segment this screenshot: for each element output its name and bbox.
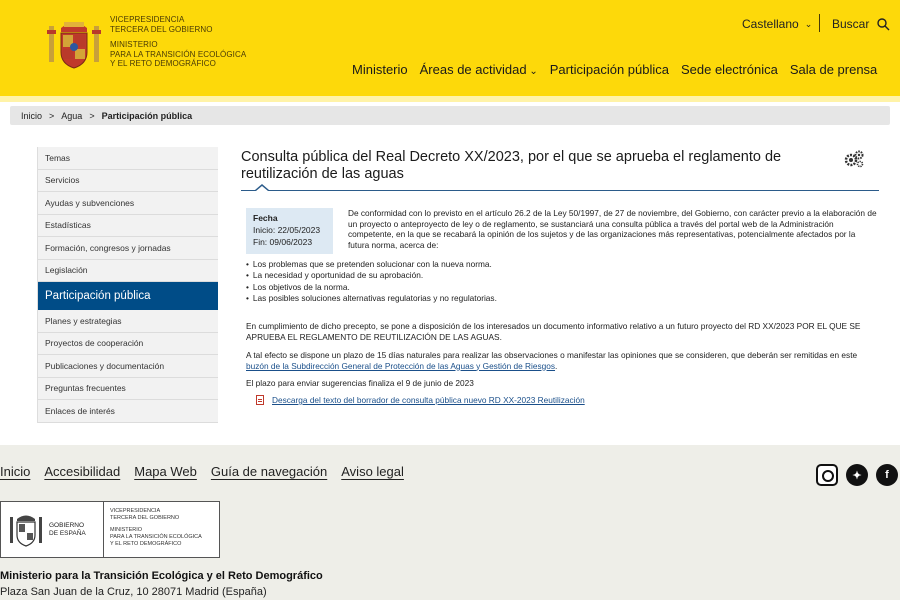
list-item: • Los objetivos de la norma. (246, 282, 497, 293)
gears-icon[interactable] (843, 150, 865, 168)
footer-ministry-name: Ministerio para la Transición Ecológica y el Reto Demográfico (0, 570, 323, 582)
breadcrumb-separator: > (49, 110, 55, 121)
page-title: Consulta pública del Real Decreto XX/2023, por el que se aprueba el reglamento de reutilización de las aguas (241, 149, 782, 182)
social-links (816, 464, 898, 486)
list-item: • La necesidad y oportunidad de su aprobación. (246, 270, 497, 281)
date-box (246, 208, 333, 254)
nav-item-ministerio[interactable]: Ministerio (352, 62, 408, 77)
sidebar-item-participacion[interactable]: Participación pública (38, 282, 218, 310)
facebook-icon[interactable]: f (876, 464, 898, 486)
sidebar-item-enlaces[interactable]: Enlaces de interés (38, 400, 218, 423)
footer-address: Plaza San Juan de la Cruz, 10 28071 Madrid (España) (0, 586, 267, 598)
sidebar-item-preguntas[interactable]: Preguntas frecuentes (38, 378, 218, 401)
nav-item-sede[interactable]: Sede electrónica (680, 62, 778, 77)
deadline-end-paragraph: El plazo para enviar sugerencias finaliza el 9 de junio de 2023 (246, 378, 474, 388)
deadline-text: A tal efecto se dispone un plazo de 15 días naturales para realizar las observaciones o manifestar las opiniones que se consideren, que deberán ser remitidas en este (246, 350, 858, 360)
header-divider (819, 14, 820, 32)
deadline-paragraph: A tal efecto se dispone un plazo de 15 días naturales para realizar las observaciones o manifestar las opiniones que se consideren, que deberán ser remitidas en este buzón de la Subdirección General de Protección de las Aguas y Gestión de Riesgos. (246, 350, 858, 371)
breadcrumb-home[interactable]: Inicio (21, 110, 43, 121)
list-item: • Los problemas que se pretenden solucionar con la nueva norma. (246, 259, 497, 270)
footer-logo[interactable] (0, 501, 220, 558)
search-icon (877, 18, 890, 31)
twitter-icon[interactable]: ✦ (846, 464, 868, 486)
chevron-down-icon: ⌄ (804, 18, 813, 29)
coat-of-arms-icon (9, 511, 43, 549)
footer-logo-right: VICEPRESIDENCIA TERCERA DEL GOBIERNO MINISTERIO PARA LA TRANSICIÓN ECOLÓGICA Y EL RETO DEMOGRÁFICO (110, 508, 202, 547)
nav-item-participacion[interactable]: Participación pública (549, 62, 669, 77)
coat-of-arms-icon[interactable] (47, 16, 101, 72)
language-selector[interactable] (742, 17, 812, 31)
download-row (256, 395, 585, 405)
sidebar-item-servicios[interactable]: Servicios (38, 170, 218, 193)
sidebar-item-planes[interactable]: Planes y estrategias (38, 310, 218, 333)
sidebar-item-estadisticas[interactable]: Estadísticas (38, 215, 218, 238)
footer-links (0, 464, 404, 479)
sidebar-item-publicaciones[interactable]: Publicaciones y documentación (38, 355, 218, 378)
footer-link-aviso-legal[interactable]: Aviso legal (341, 464, 404, 479)
ministry-line: MINISTERIO (110, 40, 158, 49)
ministry-line: TERCERA DEL GOBIERNO (110, 24, 213, 34)
breadcrumb (10, 106, 890, 125)
bullet-list (246, 259, 497, 304)
nav-item-prensa[interactable]: Sala de prensa (789, 62, 878, 77)
footer-link-guia[interactable]: Guía de navegación (210, 464, 328, 479)
title-divider (241, 190, 879, 191)
sidebar-item-ayudas[interactable]: Ayudas y subvenciones (38, 192, 218, 215)
gobierno-label: GOBIERNO DE ESPAÑA (49, 521, 86, 537)
compliance-paragraph: En cumplimiento de dicho precepto, se pone a disposición de los interesados un documento informativo relativo a un futuro proyecto del RD XX/2023 POR EL QUE SE APRUEBA EL REGLAMENTO DE REUTILIZACIÓN DE LAS AGUAS. (246, 321, 861, 342)
ministry-name-block[interactable] (110, 15, 246, 69)
sidebar-item-temas[interactable]: Temas (38, 147, 218, 170)
list-item: • Las posibles soluciones alternativas regulatorias y no regulatorias. (246, 293, 497, 304)
nav-item-areas[interactable]: Áreas de actividad ⌄ (420, 62, 538, 77)
language-label: Castellano (742, 17, 799, 31)
intro-paragraph: De conformidad con lo previsto en el artículo 26.2 de la Ley 50/1997, de 27 de noviembre, del Gobierno, con carácter previo a la elaboración de un proyecto o anteproyecto de ley o de reglamento, se sustanciará una consulta pública a través del portal web de la Administración competente, en la que se recabará la opinión de los sujetos y de las organizaciones más representativas, potencialmente afectados por la futura norma, acerca de: (348, 208, 877, 250)
footer-link-inicio[interactable]: Inicio (0, 464, 31, 479)
ministry-line: Y EL RETO DEMOGRÁFICO (110, 59, 216, 68)
instagram-icon[interactable] (816, 464, 838, 486)
header-bottom-strip (0, 96, 900, 102)
sidebar-item-legislacion[interactable]: Legislación (38, 260, 218, 283)
search-button[interactable] (832, 17, 890, 31)
footer-link-mapa-web[interactable]: Mapa Web (134, 464, 197, 479)
date-start: Inicio: 22/05/2023 (253, 225, 321, 235)
breadcrumb-separator: > (89, 110, 95, 121)
footer-logo-left (1, 502, 104, 557)
date-end: Fin: 09/06/2023 (253, 237, 313, 247)
ministry-line: PARA LA TRANSICIÓN ECOLÓGICA (110, 49, 247, 59)
main-nav (352, 62, 877, 77)
pdf-icon (256, 395, 264, 405)
sidebar-item-proyectos[interactable]: Proyectos de cooperación (38, 333, 218, 356)
ministry-line: VICEPRESIDENCIA (110, 15, 185, 24)
sidebar-item-formacion[interactable]: Formación, congresos y jornadas (38, 237, 218, 260)
search-label: Buscar (832, 17, 870, 31)
download-link[interactable]: Descarga del texto del borrador de consulta pública nuevo RD XX-2023 Reutilización (272, 395, 585, 405)
breadcrumb-current: Participación pública (101, 110, 193, 121)
breadcrumb-agua[interactable]: Agua (61, 110, 83, 121)
footer-link-accesibilidad[interactable]: Accesibilidad (44, 464, 121, 479)
mailbox-link[interactable]: buzón de la Subdirección General de Protección de las Aguas y Gestión de Riesgos (246, 360, 556, 371)
sidebar (37, 147, 218, 423)
date-label: Fecha (253, 213, 278, 223)
